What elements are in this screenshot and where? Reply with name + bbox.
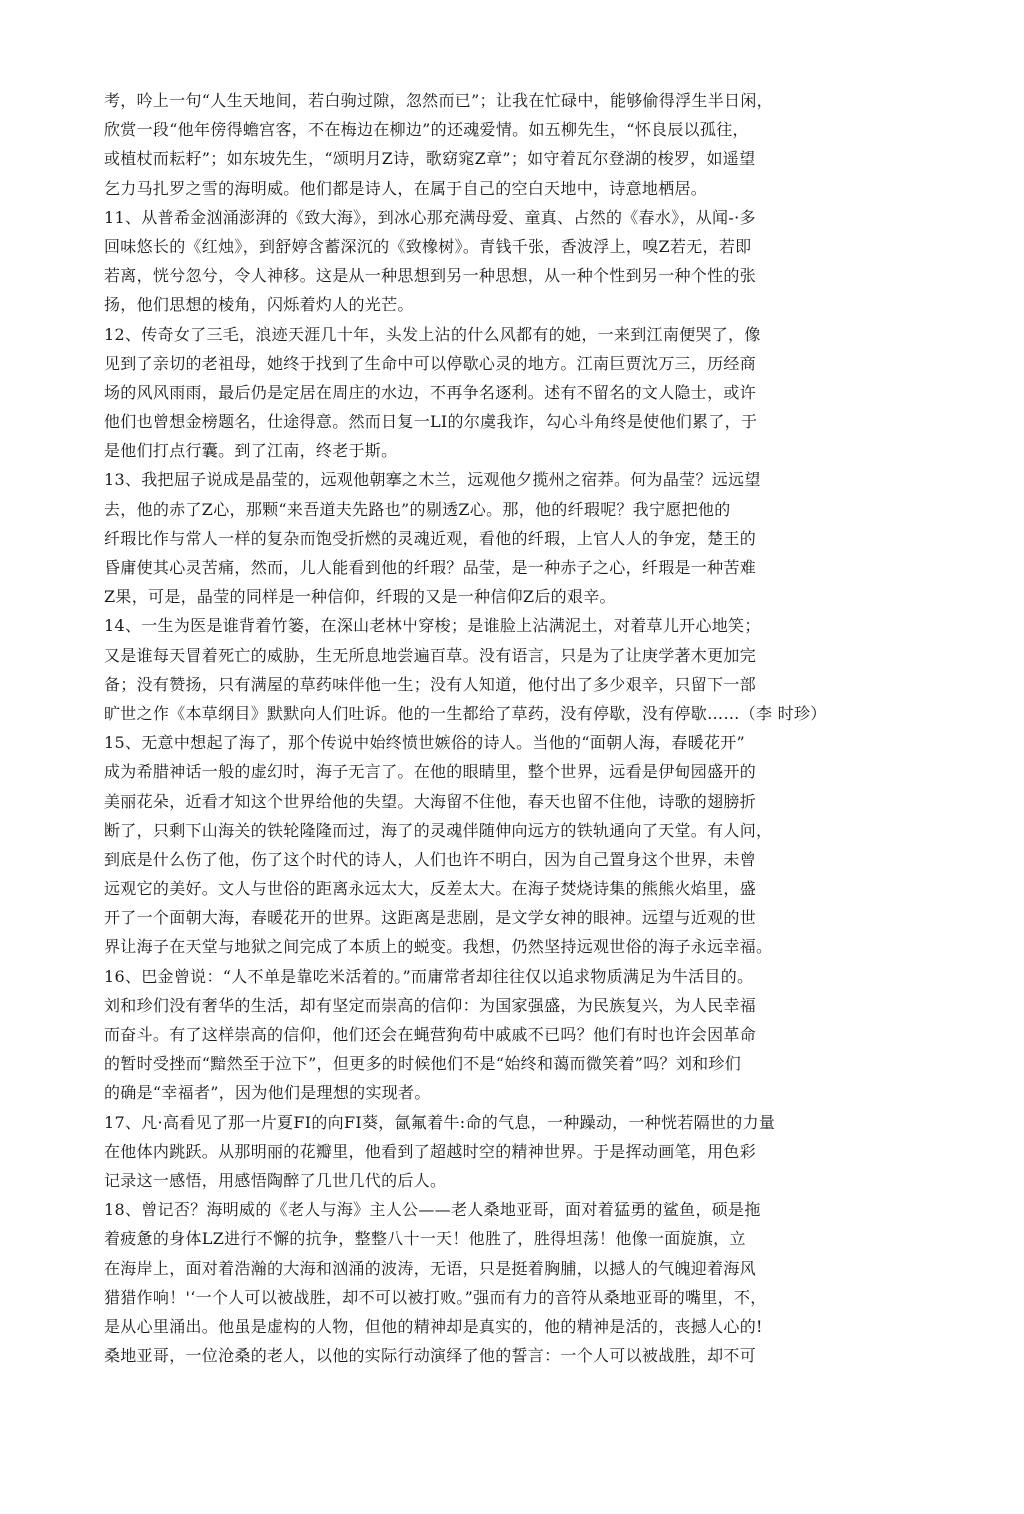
text-line: 他们也曾想金榜题名，仕途得意。然而日复一LI的尔虞我诈，勾心斗角终是使他们累了，于: [104, 412, 758, 432]
text-line: 或植杖而耘耔”；如东坡先生，“颂明月Z诗，歌窈窕Z章”；如守着瓦尔登湖的梭罗，如遥望: [104, 149, 756, 169]
text-line: 乞力马扎罗之雪的海明威。他们都是诗人，在属于自己的空白天地中，诗意地栖居。: [104, 178, 708, 198]
text-line: 旷世之作《本草纲目》默默向人们吐诉。他的一生都给了草药，没有停歇，没有停歇……（李 时珍）: [104, 703, 827, 723]
text-line: 17、凡·高看见了那一片夏FI的向FI葵，氤氟着牛:命的气息，一种躁动，一种恍若隔世的力量: [104, 1112, 776, 1132]
text-line: 14、一生为医是谁背着竹篓，在深山老林屮穿梭；是谁脸上沾满泥土，对着草儿开心地笑；: [104, 616, 761, 636]
text-line: 昏庸使其心灵苦痛，然而，儿人能看到他的纤瑕？品莹，是一种赤子之心，纤瑕是一种苦难: [104, 558, 757, 577]
document-page: [104, 86, 934, 1370]
text-line: 13、我把屈子说成是晶莹的，远观他朝搴之木兰，远观他夕揽州之宿莽。何为晶莹？远远望: [104, 470, 761, 490]
text-line: 是他们打点行囊。到了江南，终老于斯。: [104, 441, 398, 461]
text-line: 在海岸上，面对着浩瀚的大海和汹涌的波涛，无语，只是挺着胸脯，以撼人的气魄迎着海风: [104, 1258, 757, 1278]
text-line: 桑地亚哥，一位沧桑的老人，以他的实际行动演绎了他的誓言：一个人可以被战胜，却不可: [104, 1346, 757, 1366]
text-line: 开了一个面朝大海，春暖花开的世界。这距离是悲剧，是文学女神的眼神。远望与近观的世: [104, 908, 757, 928]
text-line: 的确是“幸福者”，因为他们是理想的实现者。: [104, 1083, 431, 1103]
text-line: 16、巴金曾说：“人不单是靠吃米活着的。”而庸常者却往往仅以追求物质满足为牛活目的。: [104, 966, 754, 986]
text-line: 欣赏一段“他年傍得蟾宫客，不在梅边在柳边”的还魂爱情。如五柳先生，“怀良辰以孤往，: [104, 120, 749, 140]
text-line: 考，吟上一句“人生天地间，若白驹过隙，忽然而已”；让我在忙碌中，能够偷得浮生半日闲，: [104, 91, 773, 110]
text-line: 断了，只剩下山海关的铁轮隆隆而过，海了的灵魂伴随伸向远方的铁轨通向了天堂。有人问，: [104, 820, 773, 840]
text-line: 着疲惫的身体LZ进行不懈的抗争，整整八十一天！他胜了，胜得坦荡！他像一面旋旗，立: [104, 1229, 746, 1249]
text-line: 12、传奇女了三毛，浪迹天涯几十年，头发上沾的什么风都有的她，一来到江南便哭了，像: [104, 324, 761, 344]
text-line: 的暂时受挫而“黯然至于泣下”，但更多的时候他们不是“始终和蔼而微笑着”吗？刘和珍们: [104, 1054, 742, 1074]
text-line: 11、从普希金汹涌澎湃的《致大海》，到冰心那充满母爱、童真、占然的《春水》，从闻-·多: [104, 207, 756, 227]
text-line: 到底是什么伤了他，伤了这个时代的诗人，人们也许不明白，因为自己置身这个世界，未曾: [104, 849, 757, 869]
text-line: 场的风风雨雨，最后仍是定居在周庄的水边，不再争名逐利。述有不留名的文人隐士，或许: [104, 382, 757, 402]
text-line: 而奋斗。有了这样崇高的信仰，他们还会在蝇营狗苟中戚戚不已吗？他们有时也许会因革命: [104, 1025, 757, 1044]
text-line: 刘和珍们没有奢华的生活，却有坚定而崇高的信仰：为国家强盛，为民族复兴，为人民幸福: [104, 995, 757, 1015]
text-line: 若离，恍兮忽兮，令人神移。这是从一种思想到另一种思想，从一种个性到另一种个性的张: [104, 266, 757, 286]
text-line: 18、曾记否？海明威的《老人与海》主人公——老人桑地亚哥，面对着猛勇的鲨鱼，硕是拖: [104, 1200, 761, 1220]
text-line: 纤瑕比作与常人一样的复杂而饱受折燃的灵魂近观，看他的纤瑕，上官人人的争宠，楚王的: [104, 528, 757, 548]
text-line: 美丽花朵，近看才知这个世界给他的失望。大海留不住他，春天也留不住他，诗歌的翅膀折: [104, 791, 757, 811]
text-line: 见到了亲切的老祖母，她终于找到了生命中可以停歇心灵的地方。江南巨贾沈万三，历经商: [104, 353, 757, 373]
text-line: 去，他的赤了Z心，那颗“来吾道夫先路也”的剔透Z心。那，他的纤瑕呢？我宁愿把他的: [104, 499, 731, 519]
text-line: 界让海子在天堂与地狱之间完成了本质上的蜕变。我想，仍然坚持远观世俗的海子永远幸福。: [104, 937, 773, 957]
text-line: 回味悠长的《红烛》，到舒婷含蓄深沉的《致橡树》。青钱千张，香波浮上，嗅Z若无，若即: [104, 236, 752, 256]
text-line: 猎猎作响！'‘一个人可以被战胜，却不可以被打败。”强而有力的音符从桑地亚哥的嘴里，不，: [104, 1287, 767, 1307]
text-line: 15、无意中想起了海了，那个传说中始终愤世嫉俗的诗人。当他的“面朝人海，春暖花开”: [104, 733, 746, 753]
text-line: 扬，他们思想的棱角，闪烁着灼人的光芒。: [104, 295, 414, 315]
text-line: Z果，可是，晶莹的同样是一种信仰，纤瑕的又是一种信仰Z后的艰辛。: [104, 587, 616, 607]
text-line: 在他体内跳跃。从那明丽的花瓣里，他看到了超越时空的精神世界。于是挥动画笔，用色彩: [104, 1141, 757, 1161]
text-line: 是从心里涌出。他虽是虚构的人物，但他的精神却是真实的，他的精神是活的，丧撼人心的!: [104, 1316, 763, 1336]
text-line: 成为希腊神话一般的虚幻时，海子无言了。在他的眼睛里，整个世界，远看是伊甸园盛开的: [104, 762, 757, 782]
text-line: 又是谁每天冒着死亡的威胁，生无所息地尝遍百草。没有语言，只是为了让庚学著木更加完: [104, 645, 757, 665]
text-line: 备；没有赞扬，只有满屋的草药味伴他一生；没有人知道，他付出了多少艰辛，只留下一部: [104, 674, 757, 694]
text-line: 远观它的美好。文人与世俗的距离永远太大，反差太大。在海子焚烧诗集的熊熊火焰里，盛: [104, 879, 757, 899]
text-line: 记录这一感悟，用感悟陶醉了几世几代的后人。: [104, 1170, 447, 1190]
